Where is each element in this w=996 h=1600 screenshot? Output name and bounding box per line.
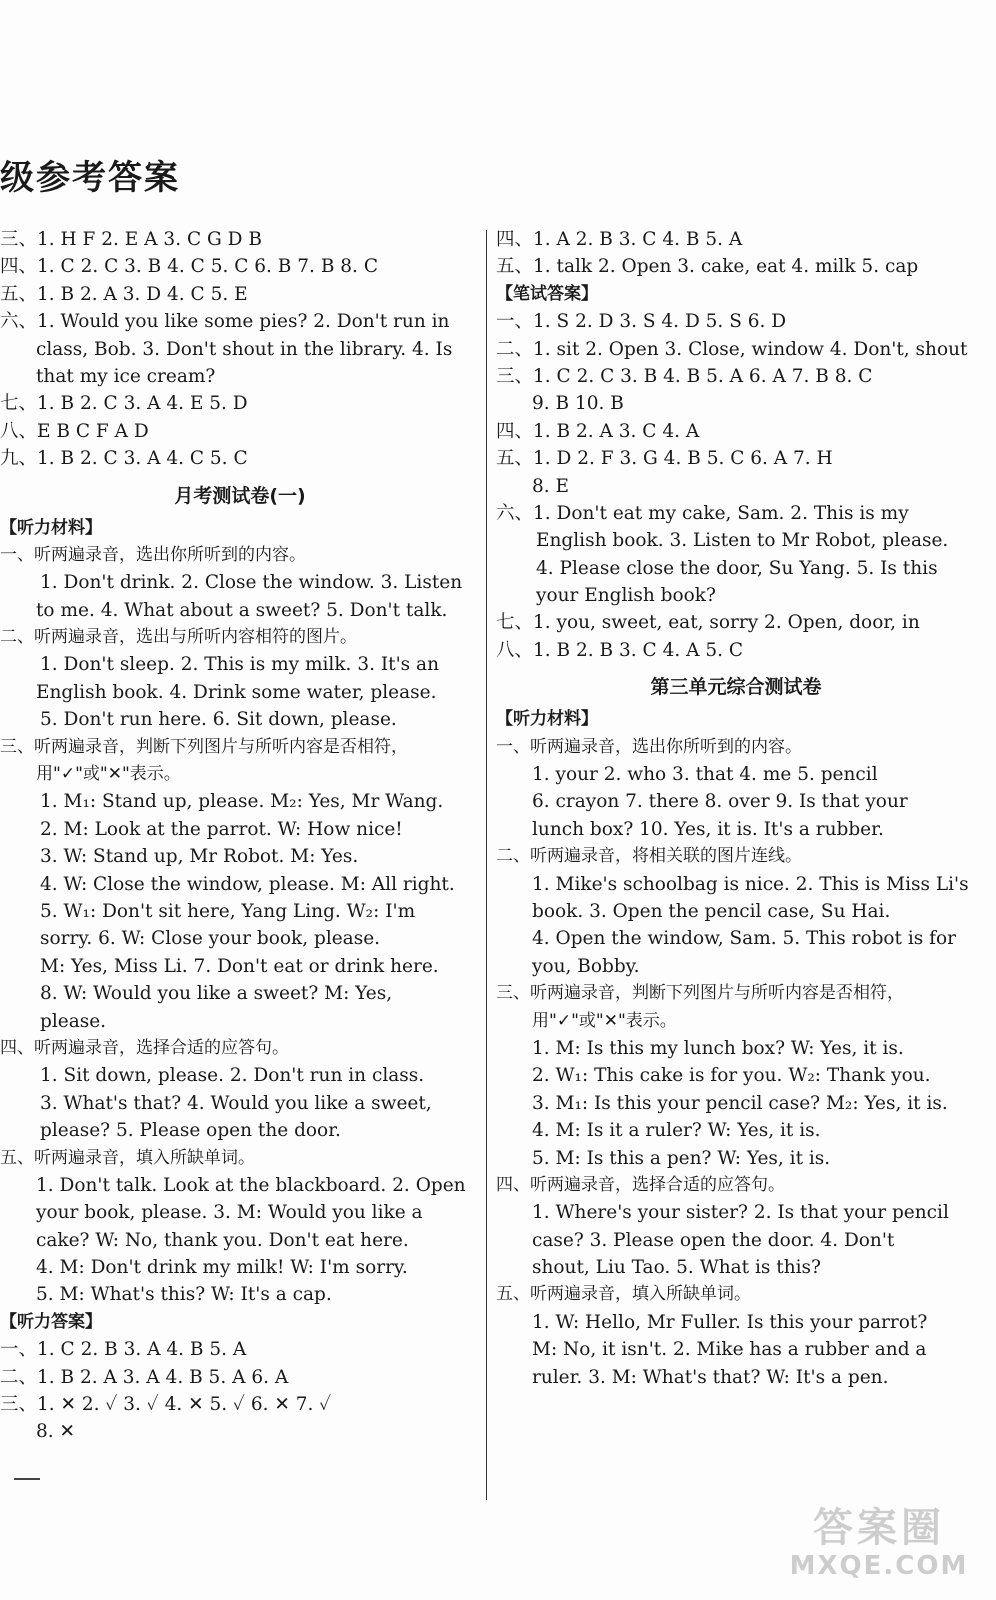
answer-line: 1. Don't sleep. 2. This is my milk. 3. It's an	[40, 654, 439, 676]
section-label: 【听力答案】	[0, 1311, 102, 1332]
question-line: 二、听两遍录音，选出与所听内容相符的图片。	[0, 627, 357, 648]
answer-line: 3. M₁: Is this your pencil case? M₂: Yes, it is.	[532, 1092, 948, 1114]
answer-line: 三、1. C 2. C 3. B 4. B 5. A 6. A 7. B 8. C	[496, 365, 873, 387]
question-line: 一、听两遍录音，选出你所听到的内容。	[0, 544, 306, 565]
question-line: 一、听两遍录音，选出你所听到的内容。	[496, 736, 802, 757]
answer-line: 六、1. Don't eat my cake, Sam. 2. This is my	[496, 502, 909, 524]
answer-line: that my ice cream?	[36, 365, 216, 387]
answer-line: 五、1. talk 2. Open 3. cake, eat 4. milk 5. cap	[496, 256, 919, 278]
answer-line: 8. W: Would you like a sweet? M: Yes,	[40, 983, 393, 1005]
question-line: 用"✓"或"✕"表示。	[532, 1010, 677, 1031]
question-line: 五、听两遍录音，填入所缺单词。	[0, 1147, 255, 1168]
answer-line: please.	[40, 1010, 107, 1032]
question-line: 用"✓"或"✕"表示。	[36, 764, 181, 785]
answer-line: case? 3. Please open the door. 4. Don't	[532, 1229, 895, 1251]
watermark-text: 答案圈	[813, 1505, 945, 1551]
answer-line: 1. Sit down, please. 2. Don't run in class.	[40, 1065, 425, 1087]
answer-line: 一、1. S 2. D 3. S 4. D 5. S 6. D	[496, 311, 787, 333]
question-line: 四、听两遍录音，选择合适的应答句。	[0, 1037, 289, 1058]
answer-line: 4. Please close the door, Su Yang. 5. Is this	[536, 557, 938, 579]
answer-line: 2. W₁: This cake is for you. W₂: Thank you.	[532, 1065, 931, 1087]
answer-line: 七、1. B 2. C 3. A 4. E 5. D	[0, 393, 248, 415]
answer-line: 三、1. ✕ 2. ✓ 3. ✓ 4. ✕ 5. ✓ 6. ✕ 7. ✓	[0, 1394, 332, 1416]
answer-line: 六、1. Would you like some pies? 2. Don't run in	[0, 311, 450, 333]
answer-line: ruler. 3. M: What's that? W: It's a pen.	[532, 1366, 889, 1388]
answer-line: 4. M: Is it a ruler? W: Yes, it is.	[532, 1120, 821, 1142]
section-heading: 月考测试卷(一)	[174, 484, 306, 507]
question-line: 四、听两遍录音，选择合适的应答句。	[496, 1174, 785, 1195]
answer-line: 9. B 10. B	[532, 393, 624, 415]
answer-line: English book. 3. Listen to Mr Robot, please.	[536, 530, 949, 552]
answer-line: English book. 4. Drink some water, please.	[36, 681, 437, 703]
section-label: 【听力材料】	[0, 517, 102, 538]
answer-line: your book, please. 3. M: Would you like a	[36, 1202, 423, 1224]
section-label: 【笔试答案】	[496, 283, 598, 304]
answer-line: 3. W: Stand up, Mr Robot. M: Yes.	[40, 846, 359, 868]
footer-rule	[14, 1478, 40, 1480]
left-column	[0, 226, 480, 1446]
watermark-logo	[784, 1506, 974, 1586]
answer-line: 1. Where's your sister? 2. Is that your pencil	[532, 1202, 949, 1224]
question-line: 三、听两遍录音，判断下列图片与所听内容是否相符，	[0, 736, 408, 757]
answer-line: 5. Don't run here. 6. Sit down, please.	[40, 709, 397, 731]
answer-line: M: No, it isn't. 2. Mike has a rubber and a	[532, 1339, 927, 1361]
answer-line: 1. your 2. who 3. that 4. me 5. pencil	[532, 764, 878, 786]
answer-line: to me. 4. What about a sweet? 5. Don't talk.	[36, 599, 448, 621]
answer-line: 8. ✕	[36, 1421, 76, 1443]
answer-line: 5. M: Is this a pen? W: Yes, it is.	[532, 1147, 831, 1169]
answer-line: 四、1. B 2. A 3. C 4. A	[496, 420, 700, 442]
answer-line: your English book?	[536, 585, 716, 607]
answer-line: please? 5. Please open the door.	[40, 1120, 341, 1142]
answer-line: book. 3. Open the pencil case, Su Hai.	[532, 900, 891, 922]
answer-line: class, Bob. 3. Don't shout in the library. 4. Is	[36, 338, 453, 360]
question-line: 三、听两遍录音，判断下列图片与所听内容是否相符，	[496, 983, 904, 1004]
column-divider	[486, 230, 487, 1500]
answer-line: 5. M: What's this? W: It's a cap.	[36, 1284, 332, 1306]
answer-line: 2. M: Look at the parrot. W: How nice!	[40, 818, 403, 840]
answer-line: lunch box? 10. Yes, it is. It's a rubber.	[532, 818, 884, 840]
answer-line: 1. W: Hello, Mr Fuller. Is this your parrot?	[532, 1311, 928, 1333]
answer-line: 4. M: Don't drink my milk! W: I'm sorry.	[36, 1257, 408, 1279]
answer-line: 1. M: Is this my lunch box? W: Yes, it is.	[532, 1037, 904, 1059]
answer-line: 八、E B C F A D	[0, 420, 149, 442]
answer-line: M: Yes, Miss Li. 7. Don't eat or drink here.	[40, 955, 439, 977]
answer-line: 4. Open the window, Sam. 5. This robot is for	[532, 928, 956, 950]
answer-line: 1. Mike's schoolbag is nice. 2. This is Miss Li's	[532, 873, 969, 895]
section-heading: 第三单元综合测试卷	[650, 676, 822, 699]
answer-line: shout, Liu Tao. 5. What is this?	[532, 1257, 821, 1279]
answer-line: 1. M₁: Stand up, please. M₂: Yes, Mr Wang.	[40, 791, 444, 813]
section-label: 【听力材料】	[496, 709, 598, 730]
page-title: 级参考答案	[0, 158, 180, 198]
answer-line: 一、1. C 2. B 3. A 4. B 5. A	[0, 1339, 247, 1361]
answer-line: 8. E	[532, 475, 570, 497]
answer-line: 二、1. B 2. A 3. A 4. B 5. A 6. A	[0, 1366, 289, 1388]
question-line: 五、听两遍录音，填入所缺单词。	[496, 1284, 751, 1305]
answer-line: 4. W: Close the window, please. M: All right.	[40, 873, 455, 895]
answer-line: sorry. 6. W: Close your book, please.	[40, 928, 381, 950]
answer-line: 八、1. B 2. B 3. C 4. A 5. C	[496, 639, 744, 661]
answer-line: 七、1. you, sweet, eat, sorry 2. Open, door, in	[496, 612, 920, 634]
right-column	[496, 226, 976, 1391]
answer-line: 3. What's that? 4. Would you like a sweet,	[40, 1092, 432, 1114]
answer-line: 五、1. D 2. F 3. G 4. B 5. C 6. A 7. H	[496, 448, 833, 470]
answer-line: cake? W: No, thank you. Don't eat here.	[36, 1229, 409, 1251]
question-line: 二、听两遍录音，将相关联的图片连线。	[496, 846, 802, 867]
answer-line: 1. Don't talk. Look at the blackboard. 2. Open	[36, 1174, 466, 1196]
answer-line: you, Bobby.	[532, 955, 640, 977]
answer-line: 五、1. B 2. A 3. D 4. C 5. E	[0, 283, 248, 305]
answer-line: 二、1. sit 2. Open 3. Close, window 4. Don't, shout	[496, 338, 968, 360]
answer-line: 四、1. A 2. B 3. C 4. B 5. A	[496, 229, 743, 250]
answer-line: 6. crayon 7. there 8. over 9. Is that your	[532, 791, 908, 813]
answer-line: 九、1. B 2. C 3. A 4. C 5. C	[0, 448, 248, 470]
answer-line: 5. W₁: Don't sit here, Yang Ling. W₂: I'm	[40, 900, 416, 922]
answer-line: 三、1. H F 2. E A 3. C G D B	[0, 229, 262, 250]
watermark-url: MXQE.COM	[789, 1551, 969, 1581]
answer-line: 1. Don't drink. 2. Close the window. 3. Listen	[40, 572, 463, 594]
answer-line: 四、1. C 2. C 3. B 4. C 5. C 6. B 7. B 8. C	[0, 256, 378, 278]
